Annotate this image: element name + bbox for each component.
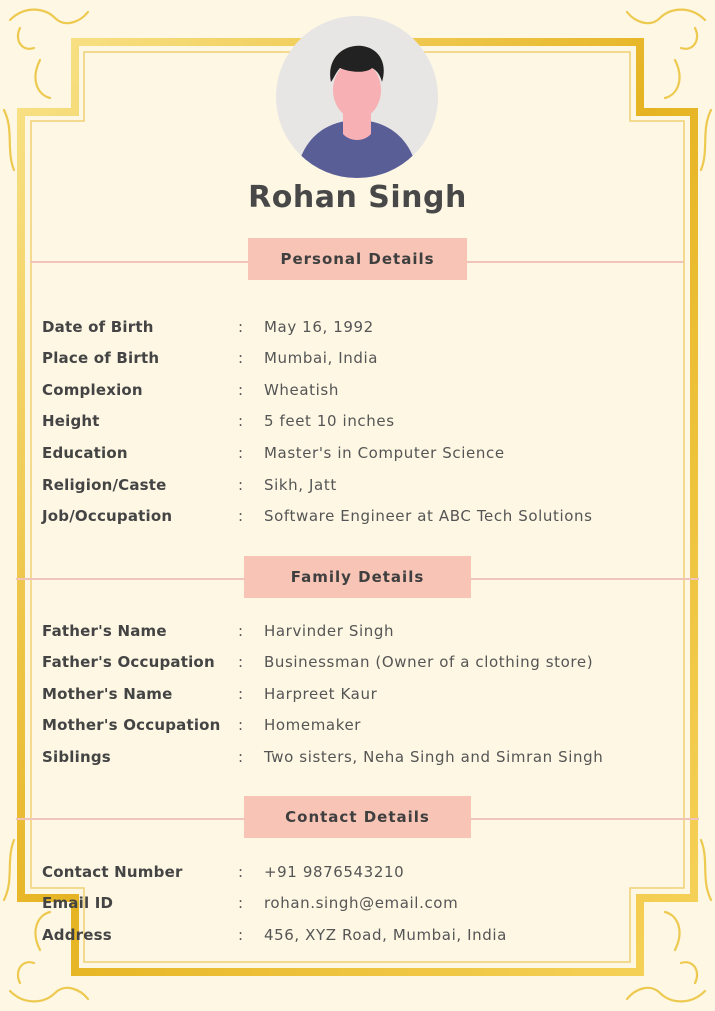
detail-label: Education <box>42 444 128 462</box>
separator: : <box>238 476 244 494</box>
detail-value: +91 9876543210 <box>264 863 405 881</box>
separator: : <box>238 622 244 640</box>
detail-row <box>42 716 682 738</box>
detail-label: Religion/Caste <box>42 476 167 494</box>
separator: : <box>238 412 244 430</box>
detail-row <box>42 318 682 340</box>
detail-value: Mumbai, India <box>264 349 379 367</box>
detail-label: Father's Name <box>42 622 167 640</box>
detail-value: rohan.singh@email.com <box>264 894 459 912</box>
detail-value: Software Engineer at ABC Tech Solutions <box>264 507 593 525</box>
separator: : <box>238 507 244 525</box>
detail-label: Place of Birth <box>42 349 160 367</box>
separator: : <box>238 349 244 367</box>
detail-label: Date of Birth <box>42 318 154 336</box>
avatar <box>276 16 438 178</box>
separator: : <box>238 926 244 944</box>
person-avatar-icon <box>276 16 438 178</box>
section-title-contact: Contact Details <box>244 796 471 838</box>
detail-label: Siblings <box>42 748 111 766</box>
separator: : <box>238 716 244 734</box>
detail-value: May 16, 1992 <box>264 318 374 336</box>
separator: : <box>238 685 244 703</box>
detail-label: Email ID <box>42 894 114 912</box>
detail-label: Contact Number <box>42 863 183 881</box>
separator: : <box>238 318 244 336</box>
detail-label: Job/Occupation <box>42 507 173 525</box>
detail-label: Address <box>42 926 112 944</box>
detail-value: Sikh, Jatt <box>264 476 337 494</box>
detail-value: 5 feet 10 inches <box>264 412 395 430</box>
detail-row <box>42 863 682 885</box>
separator: : <box>238 381 244 399</box>
separator: : <box>238 748 244 766</box>
detail-row <box>42 685 682 707</box>
detail-row <box>42 926 682 948</box>
detail-row <box>42 381 682 403</box>
profile-name: Rohan Singh <box>248 180 467 215</box>
detail-row <box>42 507 682 529</box>
detail-value: 456, XYZ Road, Mumbai, India <box>264 926 507 944</box>
detail-value: Two sisters, Neha Singh and Simran Singh <box>264 748 604 766</box>
detail-value: Harvinder Singh <box>264 622 395 640</box>
separator: : <box>238 444 244 462</box>
detail-label: Height <box>42 412 100 430</box>
detail-row <box>42 894 682 916</box>
detail-row <box>42 444 682 466</box>
detail-value: Homemaker <box>264 716 362 734</box>
detail-row <box>42 622 682 644</box>
detail-row <box>42 476 682 498</box>
detail-row <box>42 748 682 770</box>
detail-label: Father's Occupation <box>42 653 215 671</box>
detail-label: Complexion <box>42 381 143 399</box>
detail-label: Mother's Occupation <box>42 716 221 734</box>
detail-label: Mother's Name <box>42 685 173 703</box>
section-title-family: Family Details <box>244 556 471 598</box>
detail-value: Businessman (Owner of a clothing store) <box>264 653 594 671</box>
detail-row <box>42 412 682 434</box>
detail-value: Wheatish <box>264 381 339 399</box>
detail-row <box>42 349 682 371</box>
detail-value: Harpreet Kaur <box>264 685 378 703</box>
separator: : <box>238 653 244 671</box>
separator: : <box>238 894 244 912</box>
separator: : <box>238 863 244 881</box>
detail-value: Master's in Computer Science <box>264 444 505 462</box>
detail-row <box>42 653 682 675</box>
section-title-personal: Personal Details <box>248 238 467 280</box>
